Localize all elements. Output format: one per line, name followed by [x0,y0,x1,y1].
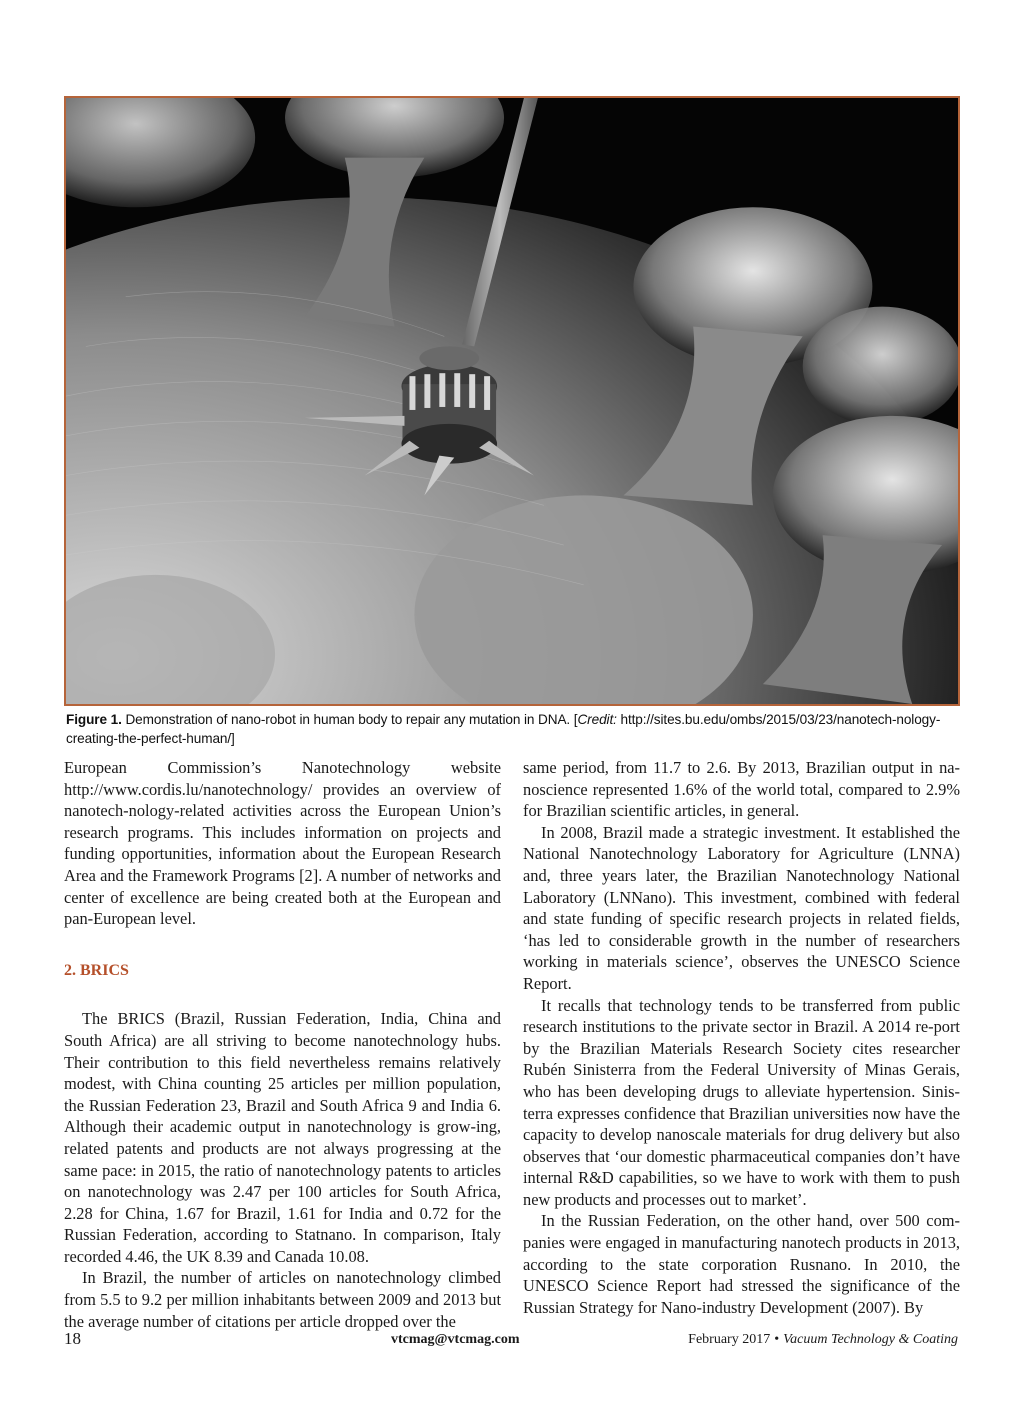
caption-label: Figure 1. [66,712,122,727]
caption-credit-url: http://sites.bu.edu/ombs/2015/03/23/nanotech-nology-creating-the-perfect-human/] [66,712,941,746]
caption-credit-label: Credit: [577,712,617,727]
nano-robot-image [66,98,958,704]
right-paragraph-4: In the Russian Federation, on the other hand, over 500 com-panies were engaged in manufacturing nanotech products in 2013, according to the state corporation Rusnano. In 2010, the UNESCO Science Report had stressed the significance of the Russian Strategy for Nano-industry Development (2007). By [523,1211,960,1317]
footer-date: February 2017 [688,1332,771,1347]
left-paragraph-1: European Commission’s Nanotechnology website http://www.cordis.lu/nanotechnology/ provides an overview of nanotech-nology-related activities across the European Union’s research programs. This includes information on projects and funding opportunities, information about the European Research Area and the Framework Programs [2]. A number of networks and center of excellence are being created both at the European and pan-European level. [64,758,501,929]
caption-text: Demonstration of nano-robot in human body to repair any mutation in DNA. [ [121,712,578,727]
footer-bullet: • [774,1332,780,1347]
footer-email: vtcmag@vtcmag.com [391,1332,520,1347]
right-paragraph-3: It recalls that technology tends to be transferred from public research institutions to the private sector in Brazil. A 2014 re-port by the Brazilian Materials Research Society cites researcher Rubén Sinisterra from the Federal University of Minas Gerais, who has been developing drugs to alleviate hypertension. Sinis-terra expresses confidence that Brazilian universities now have the capacity to develop nanoscale materials for drug delivery but also observes that ‘our domestic pharmaceutical companies don’t have internal R&D capabilities, so we have to work with them to push new products and processes out to market’. [523,995,960,1209]
right-column [523,757,960,1318]
left-column [64,757,501,1332]
right-paragraph-2: In 2008, Brazil made a strategic investment. It established the National Nanotechnology Laboratory for Agriculture (LNNA) and, three years later, the Brazilian Nanotechnology National Laboratory (LNNano). This investment, combined with federal and state funding of specific research projects in related fields, ‘has led to considerable growth in the number of researchers working in materials science’, observes the UNESCO Science Report. [523,822,960,993]
right-paragraph-1: same period, from 11.7 to 2.6. By 2013, Brazilian output in na-noscience represented 1.6% of the world total, compared to 2.9% for Brazilian scientific articles, in general. [523,758,960,821]
left-paragraph-2: The BRICS (Brazil, Russian Federation, India, China and South Africa) are all striving to become nanotechnology hubs. Their contribution to this field nevertheless remains relatively modest, with China counting 25 articles per million population, the Russian Federation 23, Brazil and South Africa 9 and India 6. Although their academic output in nanotechnology is grow-ing, related patents and products are not always progressing at the same pace: in 2015, the ratio of nanotechnology patents to articles on nanotechnology was 2.47 per 100 articles for South Africa, 2.28 for China, 1.67 for Brazil, 1.61 for India and 0.72 for the Russian Federation, according to Statnano. In comparison, Italy recorded 4.46, the UK 8.39 and Canada 10.08. [64,1009,501,1266]
figure-caption [66,710,962,748]
figure-image-frame [64,96,960,706]
footer-publication-info [688,1332,958,1348]
section-heading-brics: 2. BRICS [64,961,129,979]
left-paragraph-3: In Brazil, the number of articles on nanotechnology climbed from 5.5 to 9.2 per million inhabitants between 2009 and 2013 but the average number of citations per article dropped over the [64,1268,501,1331]
footer-publication: Vacuum Technology & Coating [783,1332,958,1347]
page-number: 18 [64,1329,81,1348]
